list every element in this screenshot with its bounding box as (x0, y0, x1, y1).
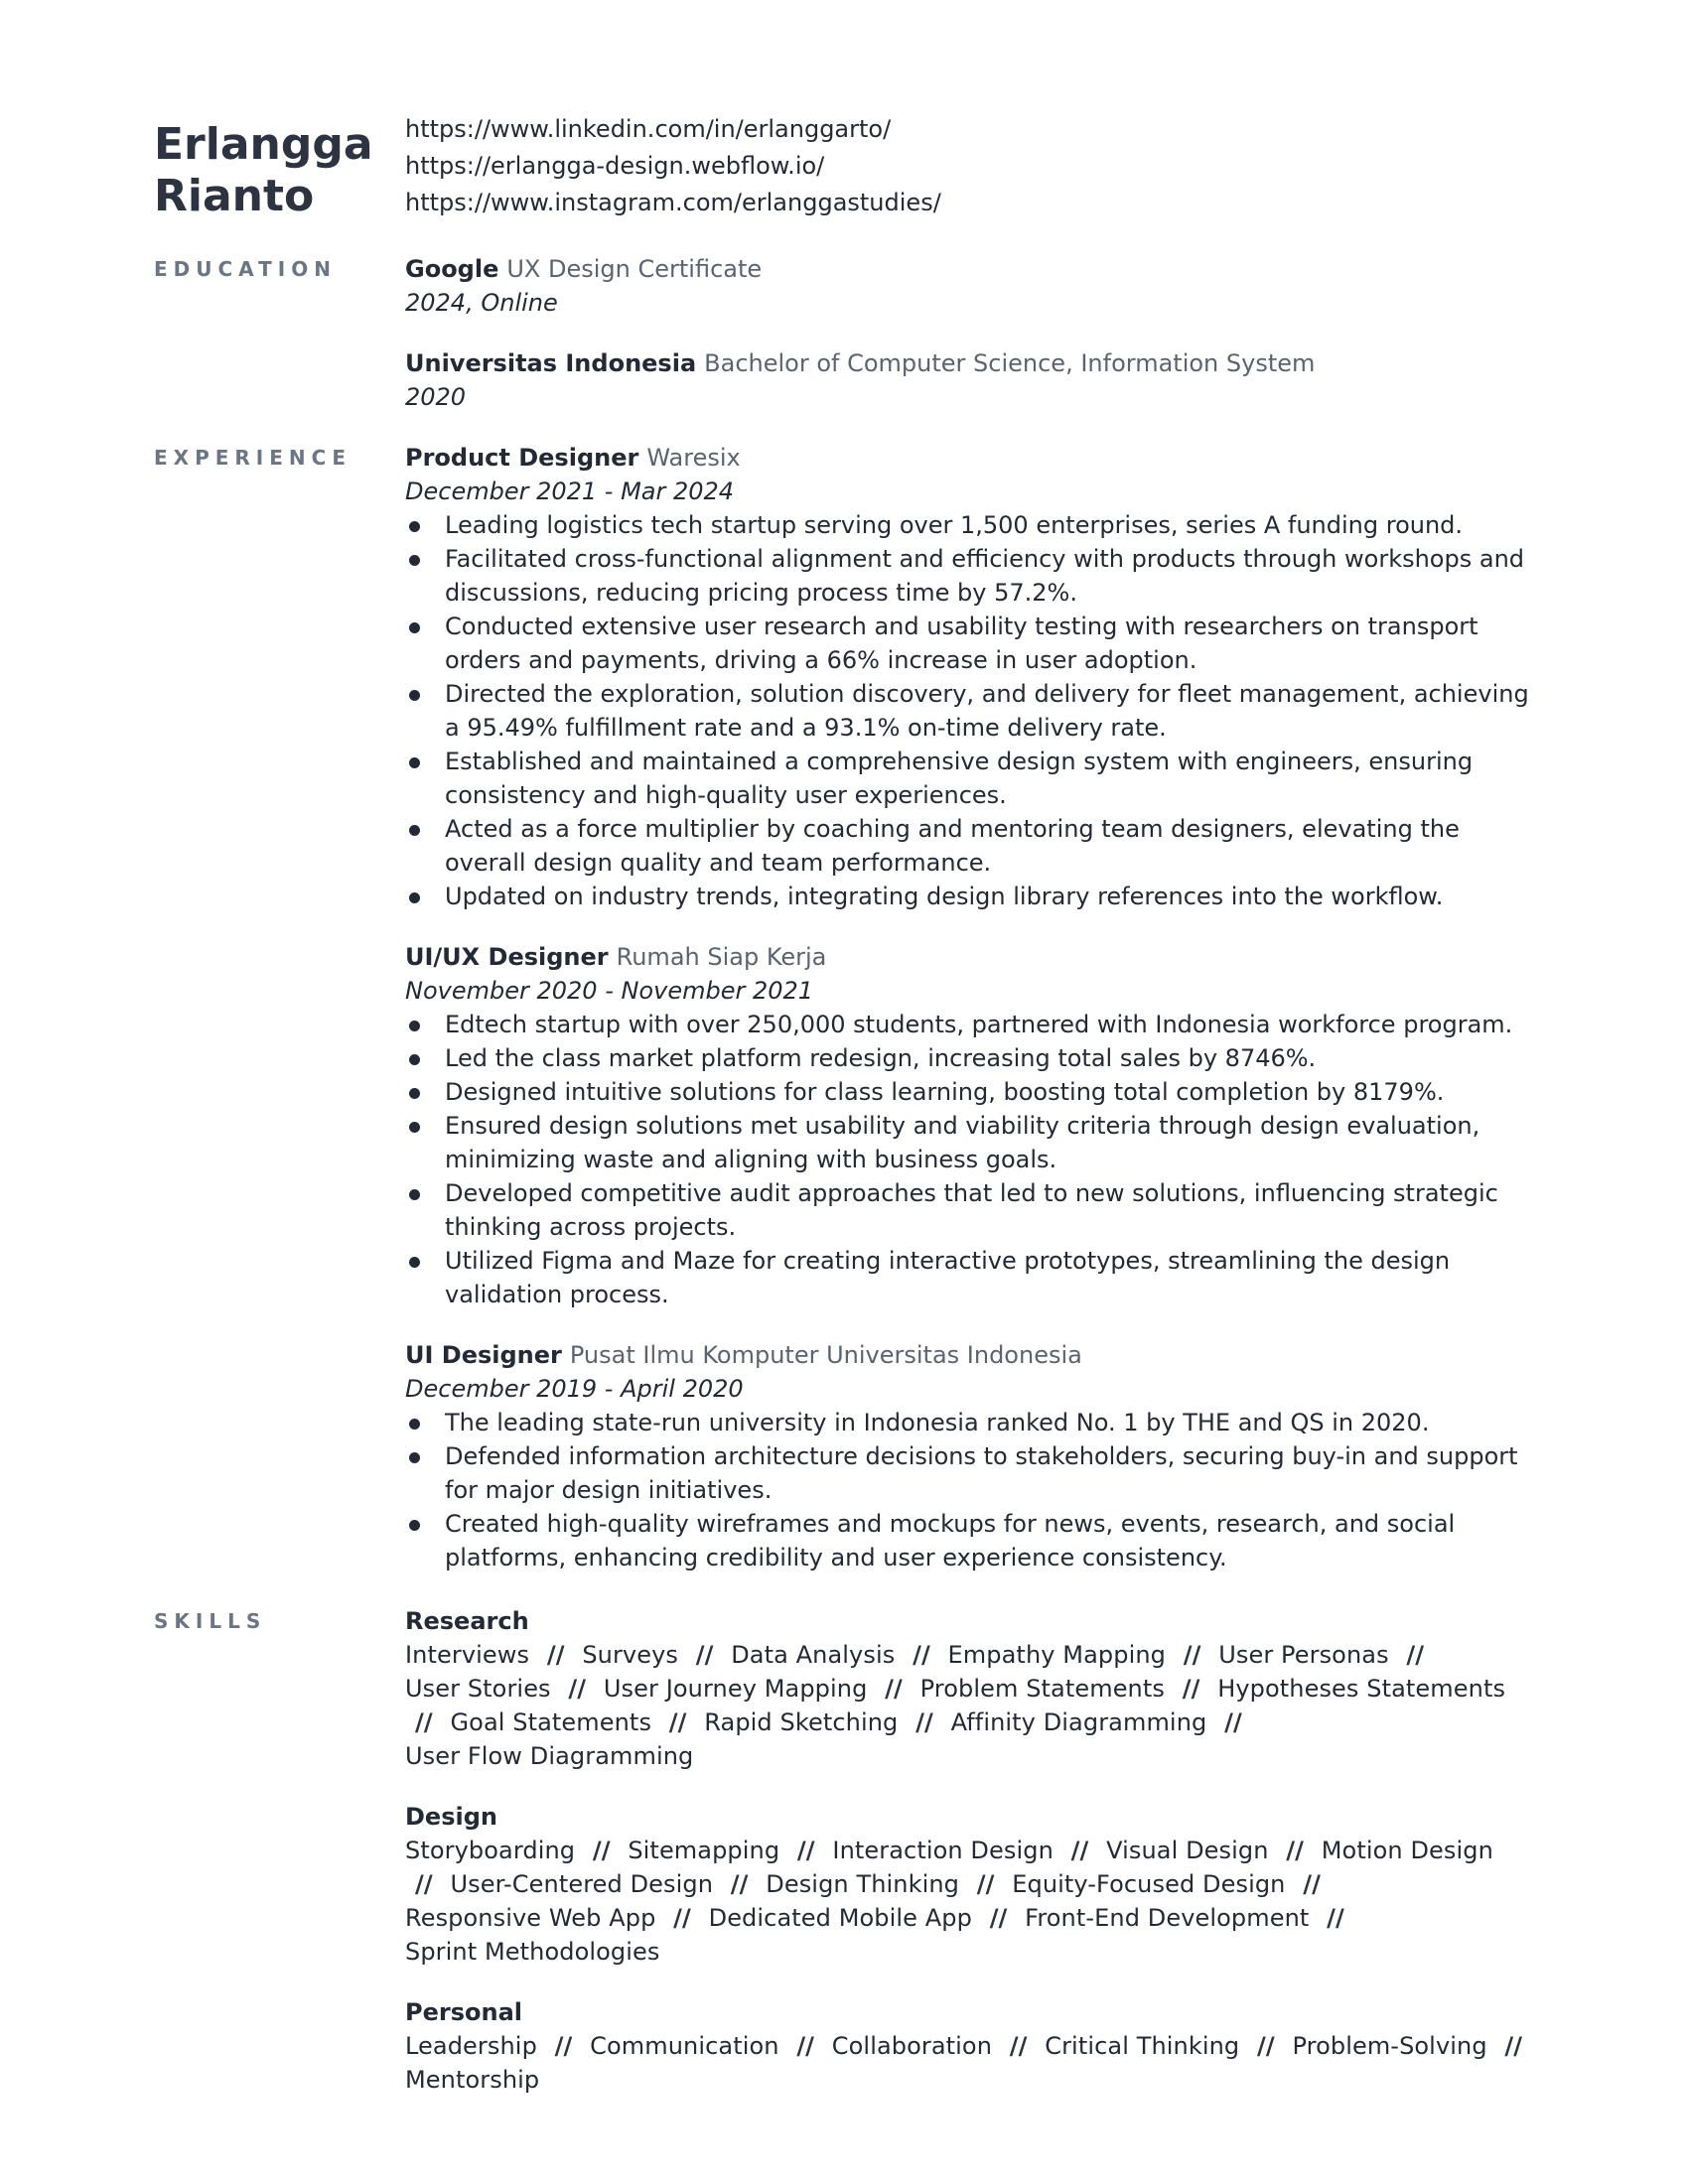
skill-separator: // (1504, 2032, 1523, 2060)
bullet-text: The leading state-run university in Indonesia ranked No. 1 by THE and QS in 2020. (445, 1409, 1430, 1436)
bullet-item (405, 880, 1537, 913)
education-date: 2024, Online (405, 289, 558, 317)
skill-separator: // (1182, 1675, 1200, 1703)
skill-separator: // (568, 1675, 587, 1703)
institution-name: Universitas Indonesia (405, 349, 697, 377)
bullet-item (405, 1075, 1537, 1109)
skill-group-title: Research (405, 1607, 529, 1635)
skill-group (405, 1800, 1537, 1969)
skill-tag: Critical Thinking (1045, 2032, 1240, 2060)
education-date: 2020 (405, 383, 467, 411)
bullet-text: Edtech startup with over 250,000 students, partnered with Indonesia workforce program. (445, 1011, 1513, 1038)
skill-tag: User Flow Diagramming (405, 1742, 694, 1770)
skill-list (405, 1834, 1537, 1969)
bullet-icon (409, 892, 420, 903)
bullet-icon (409, 1189, 420, 1200)
person-name (154, 119, 405, 222)
job-company: Rumah Siap Kerja (616, 943, 827, 971)
skill-tag: Interviews (405, 1641, 530, 1669)
degree-name: UX Design Certificate (506, 255, 763, 283)
bullet-icon (409, 1257, 420, 1268)
skill-separator: // (913, 1641, 930, 1669)
skill-group (405, 1995, 1537, 2097)
skill-separator: // (673, 1904, 691, 1932)
skill-separator: // (1286, 1837, 1305, 1864)
bullet-item (405, 1176, 1537, 1244)
bullet-item (405, 1041, 1537, 1075)
bullet-text: Ensured design solutions met usability and viability criteria through design evaluation, minimizing waste and aligning with business goals. (445, 1112, 1480, 1173)
experience-section (0, 441, 1688, 1574)
job-role: Product Designer (405, 444, 639, 472)
skill-separator: // (546, 1641, 565, 1669)
bullet-text: Facilitated cross-functional alignment and efficiency with products through workshops and discussions, reducing pricing process time by 57.2%. (445, 545, 1525, 607)
bullet-text: Utilized Figma and Maze for creating interactive prototypes, streamlining the design validation process. (445, 1247, 1451, 1308)
skill-separator: // (668, 1708, 687, 1736)
bullet-icon (409, 825, 420, 836)
skill-separator: // (1406, 1641, 1425, 1669)
bullet-text: Acted as a force multiplier by coaching and mentoring team designers, elevating the overall design quality and team performance. (445, 815, 1460, 877)
bullet-icon (409, 1054, 420, 1065)
bullet-text: Led the class market platform redesign, increasing total sales by 8746%. (445, 1044, 1317, 1072)
bullet-item (405, 1244, 1537, 1311)
job-entry (405, 940, 1537, 1311)
skill-tag: Affinity Diagramming (950, 1708, 1207, 1736)
job-date: December 2019 - April 2020 (405, 1375, 744, 1403)
bullet-icon (409, 1122, 420, 1133)
job-bullets (405, 508, 1537, 913)
skill-tag: Problem-Solving (1292, 2032, 1487, 2060)
bullet-item (405, 610, 1537, 677)
name-first: Erlangga (154, 119, 373, 170)
skill-separator: // (885, 1675, 903, 1703)
skills-section (0, 1604, 1688, 2097)
skill-separator: // (1224, 1708, 1242, 1736)
skill-group (405, 1604, 1537, 1773)
skill-tag: Design Thinking (766, 1870, 960, 1898)
skill-tag: User Personas (1218, 1641, 1389, 1669)
skill-separator: // (915, 1708, 933, 1736)
skill-separator: // (1257, 2032, 1275, 2060)
skill-separator: // (796, 1837, 815, 1864)
name-last: Rianto (154, 171, 315, 221)
bullet-item (405, 1507, 1537, 1574)
skill-group-title: Design (405, 1803, 497, 1831)
bullet-icon (409, 1452, 420, 1463)
bullet-text: Established and maintained a comprehensive design system with engineers, ensuring consistency and high-quality user experiences. (445, 748, 1474, 809)
skill-tag: Problem Statements (919, 1675, 1165, 1703)
job-entry (405, 1338, 1537, 1574)
skill-tag: Sprint Methodologies (405, 1938, 660, 1966)
portfolio-link[interactable]: https://erlangga-design.webflow.io/ (405, 152, 825, 180)
bullet-icon (409, 690, 420, 701)
institution-name: Google (405, 255, 499, 283)
skill-separator: // (415, 1870, 433, 1898)
skill-tag: Visual Design (1106, 1837, 1269, 1864)
skill-tag: Interaction Design (832, 1837, 1054, 1864)
skill-separator: // (592, 1837, 611, 1864)
bullet-item (405, 677, 1537, 745)
bullet-text: Updated on industry trends, integrating design library references into the workflow. (445, 883, 1444, 910)
skill-tag: Communication (590, 2032, 779, 2060)
header (0, 111, 1688, 222)
education-section (0, 252, 1688, 414)
bullet-item (405, 542, 1537, 610)
bullet-item (405, 1109, 1537, 1176)
bullet-icon (409, 1419, 420, 1430)
job-bullets (405, 1008, 1537, 1311)
skill-tag: Surveys (582, 1641, 679, 1669)
bullet-item (405, 508, 1537, 542)
linkedin-link[interactable]: https://www.linkedin.com/in/erlanggarto/ (405, 115, 892, 143)
skill-separator: // (554, 2032, 573, 2060)
bullet-text: Directed the exploration, solution discovery, and delivery for fleet management, achieving a 95.49% fulfillment rate and a 93.1% on-time delivery rate. (445, 680, 1529, 742)
skill-tag: Collaboration (831, 2032, 993, 2060)
bullet-text: Leading logistics tech startup serving over 1,500 enterprises, series A funding round. (445, 511, 1464, 539)
bullet-item (405, 812, 1537, 880)
skill-tag: Front-End Development (1025, 1904, 1310, 1932)
bullet-text: Designed intuitive solutions for class learning, boosting total completion by 8179%. (445, 1078, 1445, 1106)
skill-tag: User-Centered Design (450, 1870, 714, 1898)
skill-list (405, 1638, 1537, 1773)
bullet-text: Conducted extensive user research and usability testing with researchers on transport orders and payments, driving a 66% increase in user adoption. (445, 613, 1478, 674)
skill-separator: // (976, 1870, 995, 1898)
bullet-item (405, 1406, 1537, 1439)
experience-label: EXPERIENCE (154, 446, 352, 470)
skill-tag: Empathy Mapping (947, 1641, 1166, 1669)
skill-tag: Motion Design (1321, 1837, 1493, 1864)
skill-separator: // (1070, 1837, 1089, 1864)
bullet-icon (409, 1088, 420, 1099)
degree-name: Bachelor of Computer Science, Information System (704, 349, 1316, 377)
job-company: Pusat Ilmu Komputer Universitas Indonesia (569, 1341, 1082, 1369)
bullet-item (405, 1439, 1537, 1507)
skill-group-title: Personal (405, 1998, 522, 2026)
job-bullets (405, 1406, 1537, 1574)
skill-separator: // (1303, 1870, 1321, 1898)
education-label: EDUCATION (154, 257, 337, 281)
skill-separator: // (796, 2032, 815, 2060)
skill-separator: // (730, 1870, 749, 1898)
bullet-text: Defended information architecture decisions to stakeholders, securing buy-in and support for major design initiatives. (445, 1442, 1518, 1504)
skill-separator: // (1009, 2032, 1028, 2060)
skill-separator: // (1327, 1904, 1344, 1932)
skill-tag: Data Analysis (731, 1641, 896, 1669)
bullet-icon (409, 622, 420, 633)
bullet-icon (409, 757, 420, 768)
job-role: UI Designer (405, 1341, 562, 1369)
instagram-link[interactable]: https://www.instagram.com/erlanggastudies/ (405, 189, 941, 216)
skills-label: SKILLS (154, 1609, 267, 1633)
job-entry (405, 441, 1537, 913)
skill-tag: User Journey Mapping (603, 1675, 868, 1703)
job-date: November 2020 - November 2021 (405, 977, 814, 1005)
bullet-text: Developed competitive audit approaches that led to new solutions, influencing strategic thinking across projects. (445, 1179, 1498, 1241)
skill-separator: // (415, 1708, 433, 1736)
bullet-icon (409, 1021, 420, 1031)
skill-tag: User Stories (405, 1675, 551, 1703)
skill-tag: Responsive Web App (405, 1904, 656, 1932)
job-role: UI/UX Designer (405, 943, 609, 971)
bullet-icon (409, 521, 420, 532)
skill-tag: Equity-Focused Design (1012, 1870, 1286, 1898)
bullet-item (405, 745, 1537, 812)
skill-tag: Goal Statements (450, 1708, 652, 1736)
job-date: December 2021 - Mar 2024 (405, 478, 735, 505)
job-company: Waresix (646, 444, 741, 472)
skill-tag: Sitemapping (628, 1837, 780, 1864)
bullet-text: Created high-quality wireframes and mockups for news, events, research, and social platforms, enhancing credibility and user experience consistency. (445, 1510, 1456, 1571)
skill-separator: // (695, 1641, 714, 1669)
skill-tag: Storyboarding (405, 1837, 576, 1864)
bullet-item (405, 1008, 1537, 1041)
skill-tag: Hypotheses Statements (1217, 1675, 1506, 1703)
bullet-icon (409, 555, 420, 566)
bullet-icon (409, 1520, 420, 1531)
skill-tag: Mentorship (405, 2066, 540, 2094)
skill-tag: Rapid Sketching (704, 1708, 899, 1736)
skill-tag: Dedicated Mobile App (708, 1904, 972, 1932)
education-entry (405, 346, 1537, 414)
skill-tag: Leadership (405, 2032, 537, 2060)
skill-separator: // (1183, 1641, 1201, 1669)
skill-list (405, 2029, 1537, 2097)
skill-separator: // (989, 1904, 1008, 1932)
education-entry (405, 252, 1537, 320)
